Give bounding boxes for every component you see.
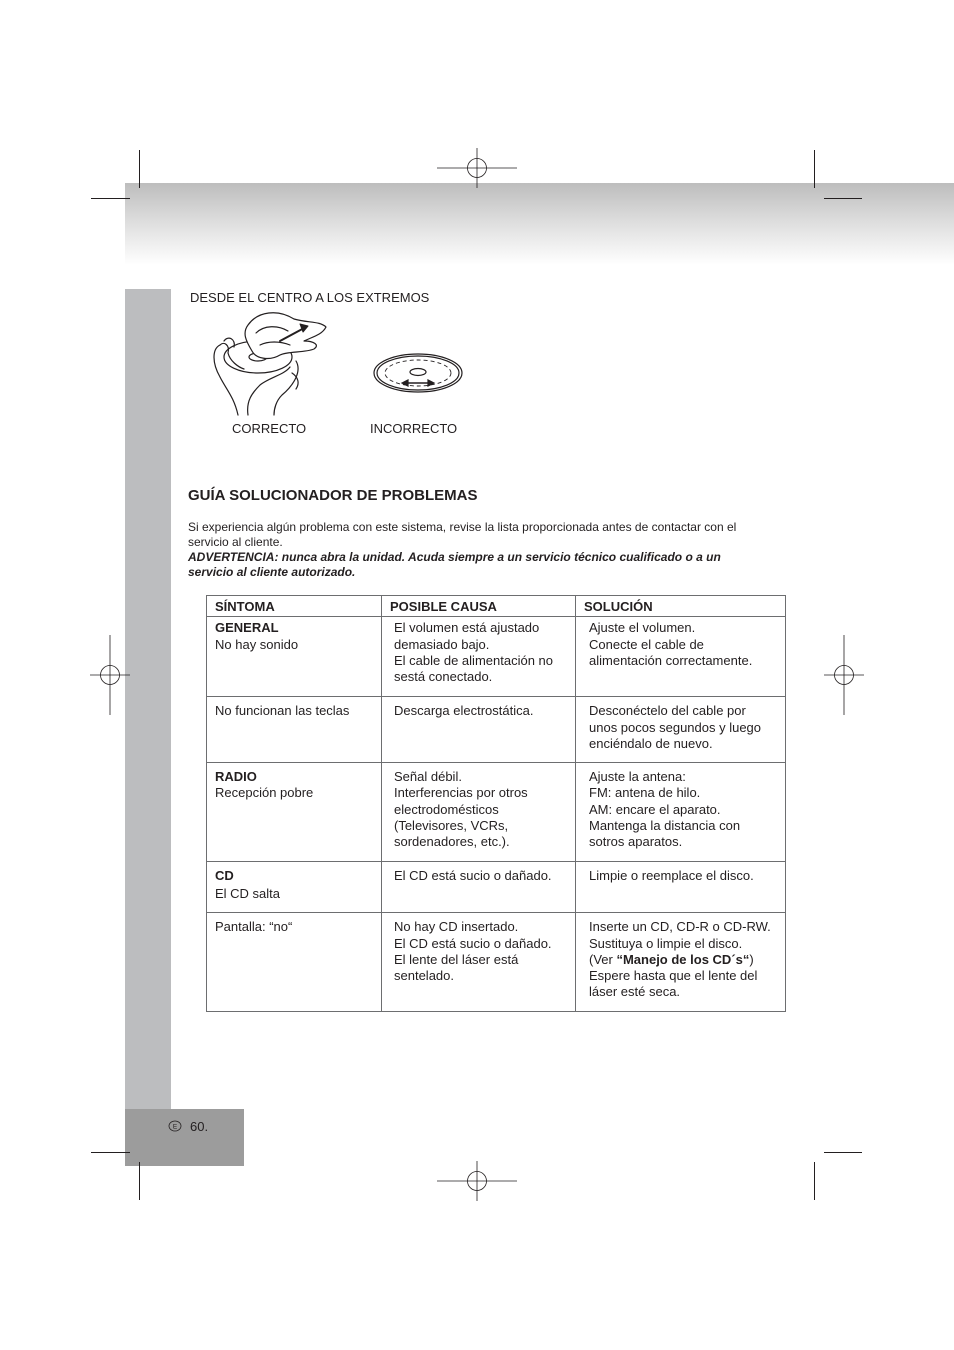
crop-mark-icon — [824, 198, 862, 199]
cause-line: sordenadores, etc.). — [394, 834, 510, 850]
cause-cell — [382, 763, 576, 861]
crop-mark-icon — [91, 1152, 130, 1153]
category-label: GENERAL — [215, 620, 279, 636]
intro-line: servicio al cliente. — [188, 535, 283, 549]
page-number: 60. — [190, 1119, 209, 1134]
solution-line: unos pocos segundos y luego — [589, 719, 762, 735]
category-label: RADIO — [215, 769, 257, 785]
registration-mark-icon — [437, 148, 517, 188]
table-row — [207, 861, 786, 913]
solution-line: enciéndalo de nuevo. — [589, 735, 713, 751]
page-number-box — [125, 1109, 244, 1166]
header-gradient-band — [125, 183, 954, 265]
cause-line: electrodomésticos — [394, 801, 499, 817]
symptom-text: No funcionan las teclas — [215, 703, 350, 719]
registration-mark-icon — [824, 635, 864, 715]
crop-mark-icon — [824, 1152, 862, 1153]
solution-cell — [576, 763, 786, 861]
cause-line: El CD está sucio o dañado. — [394, 867, 552, 883]
solution-ref-prefix: (Ver — [589, 951, 617, 967]
warning-line: servicio al cliente autorizado. — [188, 565, 356, 579]
symptom-text: El CD salta — [215, 885, 281, 901]
solution-line: Mantenga la distancia con — [589, 818, 741, 834]
symptom-text: No hay sonido — [215, 636, 299, 652]
solution-cell — [576, 617, 786, 697]
solution-line: Sustituya o limpie el disco. — [589, 935, 743, 951]
correct-label: CORRECTO — [232, 421, 307, 436]
cause-line: Interferencias por otros — [394, 785, 528, 801]
cause-line: Descarga electrostática. — [394, 703, 534, 719]
cause-line: demasiado bajo. — [394, 636, 490, 652]
cause-line: El lente del láser está — [394, 951, 519, 967]
cause-cell — [382, 913, 576, 1011]
symptom-cell — [207, 697, 382, 763]
cause-line: El volumen está ajustado — [394, 620, 540, 636]
header-solution: SOLUCIÓN — [576, 596, 786, 617]
incorrect-label: INCORRECTO — [370, 421, 458, 436]
table-header-row — [207, 596, 786, 617]
cause-line: sestá conectado. — [394, 669, 493, 685]
solution-line: Desconéctelo del cable por — [589, 703, 746, 719]
intro-line: Si experiencia algún problema con este sistema, revise la lista proporcionada antes de contactar con el — [188, 520, 737, 534]
solution-line: Ajuste la antena: — [589, 769, 686, 785]
symptom-text: Pantalla: “no“ — [215, 919, 293, 935]
solution-ref-link: “Manejo de los CD´s“ — [616, 951, 750, 967]
crop-mark-icon — [139, 150, 140, 188]
crop-mark-icon — [139, 1162, 140, 1200]
category-label: CD — [215, 867, 234, 883]
header-cause: POSIBLE CAUSA — [382, 596, 576, 617]
registration-mark-icon — [90, 635, 130, 715]
cause-line: sentelado. — [394, 968, 454, 984]
solution-line: Espere hasta que el lente del — [589, 968, 758, 984]
illustration-caption: DESDE EL CENTRO A LOS EXTREMOS — [190, 290, 430, 305]
symptom-cell — [207, 861, 382, 913]
troubleshooting-table — [206, 595, 786, 1012]
solution-cell — [576, 861, 786, 913]
registration-mark-icon — [437, 1161, 517, 1201]
cause-cell — [382, 617, 576, 697]
cause-line: El CD está sucio o dañado. — [394, 935, 552, 951]
table-row — [207, 617, 786, 697]
cause-line: (Televisores, VCRs, — [394, 818, 509, 834]
table-row — [207, 697, 786, 763]
warning-line: ADVERTENCIA: nunca abra la unidad. Acuda siempre a un servicio técnico cualificado o a un — [188, 550, 721, 564]
solution-line: láser esté seca. — [589, 984, 681, 1000]
solution-line: Ajuste el volumen. — [589, 620, 696, 636]
crop-mark-icon — [814, 1162, 815, 1200]
solution-line: alimentación correctamente. — [589, 652, 753, 668]
cause-line: No hay CD insertado. — [394, 919, 519, 935]
symptom-cell — [207, 617, 382, 697]
solution-line — [589, 952, 781, 968]
symptom-cell — [207, 763, 382, 861]
cause-cell — [382, 697, 576, 763]
solution-line: Conecte el cable de — [589, 636, 704, 652]
language-badge-icon — [168, 1120, 182, 1132]
crop-mark-icon — [91, 198, 130, 199]
solution-line: Limpie o reemplace el disco. — [589, 867, 754, 883]
solution-line: AM: encare el aparato. — [589, 801, 721, 817]
solution-line: Inserte un CD, CD-R o CD-RW. — [589, 919, 771, 935]
symptom-cell — [207, 913, 382, 1011]
hands-wiping-disc-icon — [208, 305, 330, 417]
table-row — [207, 913, 786, 1011]
cause-line: Señal débil. — [394, 769, 462, 785]
solution-cell — [576, 697, 786, 763]
solution-line: sotros aparatos. — [589, 834, 683, 850]
solution-ref-suffix: ) — [749, 951, 754, 967]
cause-cell — [382, 861, 576, 913]
disc-radial-arrow-icon — [372, 350, 464, 396]
solution-cell — [576, 913, 786, 1011]
language-badge-letter: E — [172, 1123, 178, 1131]
crop-mark-icon — [814, 150, 815, 188]
side-bar — [125, 289, 171, 1109]
section-title: GUÍA SOLUCIONADOR DE PROBLEMAS — [188, 487, 478, 504]
intro-text — [188, 520, 798, 580]
solution-line: FM: antena de hilo. — [589, 785, 701, 801]
symptom-text: Recepción pobre — [215, 785, 314, 801]
header-symptom: SÍNTOMA — [207, 596, 382, 617]
table-row — [207, 763, 786, 861]
cause-line: El cable de alimentación no — [394, 652, 553, 668]
